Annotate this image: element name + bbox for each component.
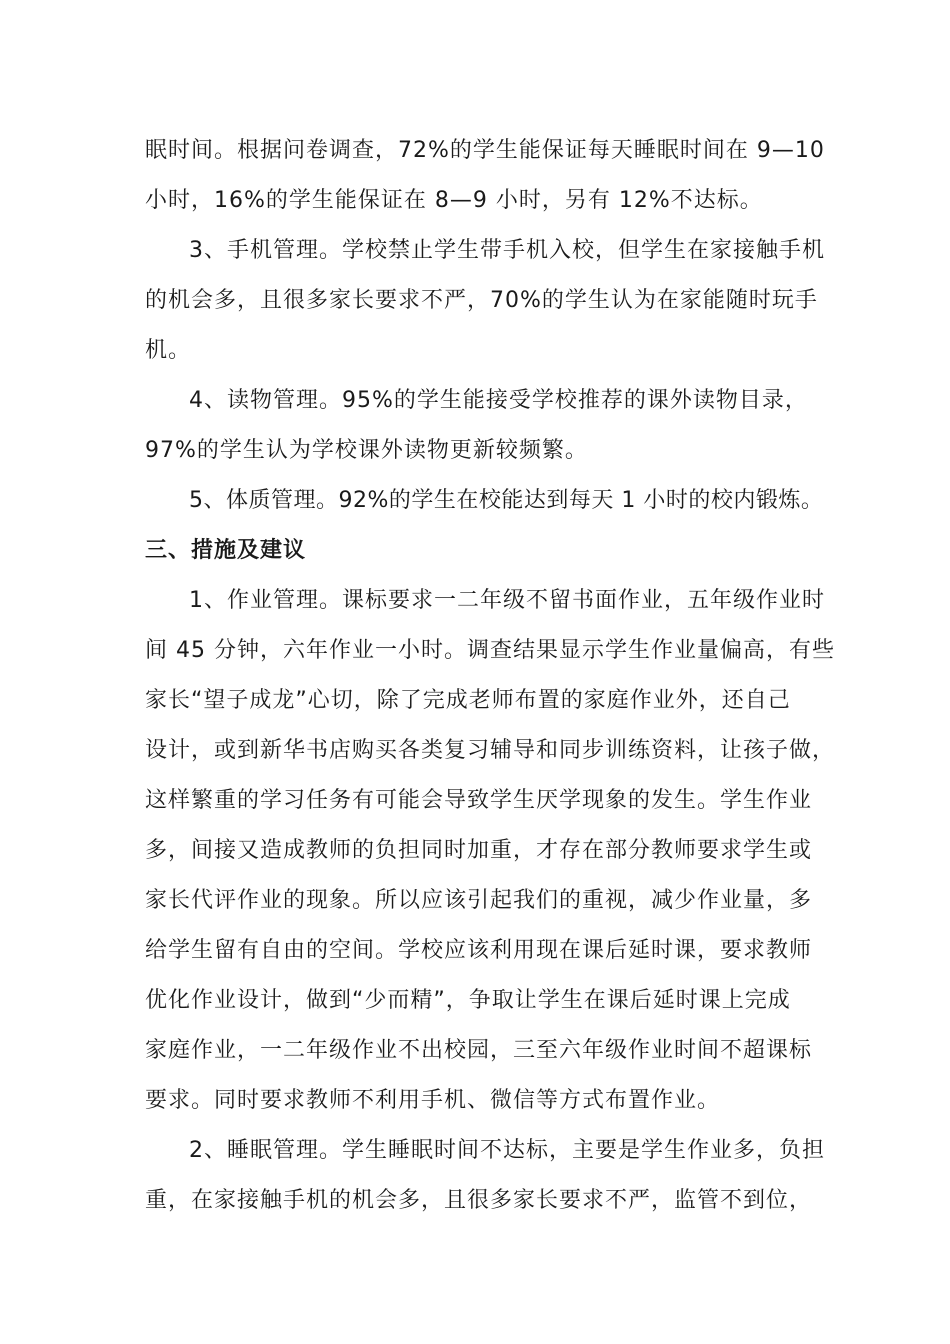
paragraph-line: 给学生留有自由的空间。学校应该利用现在课后延时课，要求教师 bbox=[145, 938, 813, 963]
paragraph-line: 家长代评作业的现象。所以应该引起我们的重视，减少作业量，多 bbox=[145, 888, 813, 913]
paragraph-line: 家长“望子成龙”心切，除了完成老师布置的家庭作业外，还自己 bbox=[145, 688, 791, 713]
paragraph-line: 的机会多，且很多家长要求不严，70%的学生认为在家能随时玩手 bbox=[145, 288, 818, 313]
paragraph-line: 设计，或到新华书店购买各类复习辅导和同步训练资料，让孩子做， bbox=[145, 738, 836, 763]
section-heading: 三、措施及建议 bbox=[145, 538, 307, 563]
paragraph-line: 眠时间。根据问卷调查，72%的学生能保证每天睡眠时间在 9—10 bbox=[145, 138, 825, 163]
paragraph-line: 机。 bbox=[145, 338, 192, 363]
paragraph-line: 97%的学生认为学校课外读物更新较频繁。 bbox=[145, 438, 588, 463]
paragraph-line: 3、手机管理。学校禁止学生带手机入校，但学生在家接触手机 bbox=[189, 238, 825, 263]
paragraph-line: 优化作业设计，做到“少而精”，争取让学生在课后延时课上完成 bbox=[145, 988, 791, 1013]
paragraph-line: 4、读物管理。95%的学生能接受学校推荐的课外读物目录， bbox=[189, 388, 808, 413]
paragraph-line: 家庭作业，一二年级作业不出校园，三至六年级作业时间不超课标 bbox=[145, 1038, 813, 1063]
paragraph-line: 小时，16%的学生能保证在 8—9 小时，另有 12%不达标。 bbox=[145, 188, 763, 213]
paragraph-line: 5、体质管理。92%的学生在校能达到每天 1 小时的校内锻炼。 bbox=[189, 488, 824, 513]
paragraph-line: 2、睡眠管理。学生睡眠时间不达标，主要是学生作业多，负担 bbox=[189, 1138, 825, 1163]
paragraph-line: 重，在家接触手机的机会多，且很多家长要求不严，监管不到位， bbox=[145, 1188, 813, 1213]
paragraph-line: 要求。同时要求教师不利用手机、微信等方式布置作业。 bbox=[145, 1088, 721, 1113]
paragraph-line: 多，间接又造成教师的负担同时加重，才存在部分教师要求学生或 bbox=[145, 838, 813, 863]
paragraph-line: 这样繁重的学习任务有可能会导致学生厌学现象的发生。学生作业 bbox=[145, 788, 813, 813]
paragraph-line: 间 45 分钟，六年作业一小时。调查结果显示学生作业量偏高，有些 bbox=[145, 638, 835, 663]
paragraph-line: 1、作业管理。课标要求一二年级不留书面作业，五年级作业时 bbox=[189, 588, 825, 613]
